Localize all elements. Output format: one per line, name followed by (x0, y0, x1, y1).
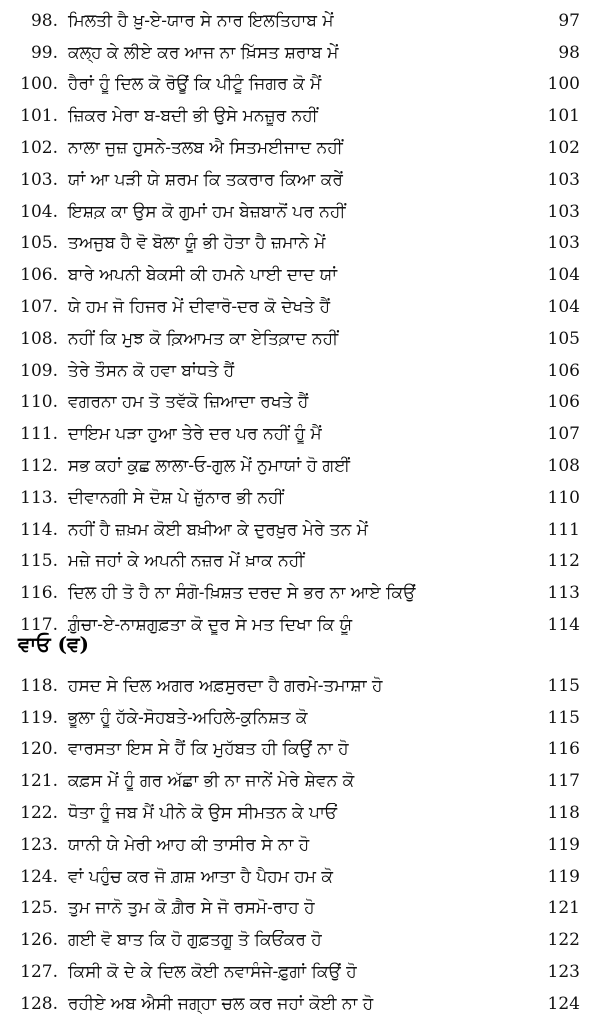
entry-number: 119. (20, 707, 58, 728)
entry-title: ਇਸ਼ਕ਼ ਕਾ ਉਸ ਕੋ ਗੁਮਾਂ ਹਮ ਬੇਜ਼ਬਾਨੋਂ ਪਰ ਨਹੀਂ (68, 201, 346, 222)
entry-page-number: 103 (547, 233, 580, 254)
toc-entry (0, 5, 600, 37)
entry-page-number: 110 (547, 487, 580, 508)
entry-title: ਕਫ਼ਸ ਮੇਂ ਹੂੰ ਗਰ ਅੱਛਾ ਭੀ ਨਾ ਜਾਨੇਂ ਮੇਰੇ ਸ਼ੇਵਨ ਕੋ (68, 771, 355, 792)
entry-title: ਕਿਸੀ ਕੋ ਦੇ ਕੇ ਦਿਲ ਕੋਈ ਨਵਾਸੰਜੇ-ਫ਼ੁਗਾਂ ਕਿਉਂ ਹੋ (68, 962, 357, 983)
entry-title: ਨਾਲਾ ਜੁਜ਼ ਹੁਸਨੇ-ਤਲਬ ਐ ਸਿਤਮਈਜਾਦ ਨਹੀਂ (68, 138, 343, 159)
entry-page-number: 105 (547, 328, 580, 349)
toc-entry (0, 450, 600, 482)
entry-number: 109. (20, 360, 58, 381)
entry-page-number: 119 (547, 866, 580, 887)
entry-page-number: 114 (547, 615, 580, 636)
toc-entry (0, 765, 600, 797)
entry-number: 104. (20, 201, 58, 222)
entry-title: ਵਗਰਨਾ ਹਮ ਤੋ ਤਵੱਕੋ ਜ਼ਿਆਦਾ ਰਖਤੇ ਹੈਂ (68, 392, 309, 413)
entry-number: 118. (20, 675, 58, 696)
entry-number: 116. (20, 583, 58, 604)
entry-page-number: 104 (547, 265, 580, 286)
entry-title: ਵਾਰਸਤਾ ਇਸ ਸੇ ਹੈਂ ਕਿ ਮੁਹੱਬਤ ਹੀ ਕਿਉਂ ਨਾ ਹੋ (68, 739, 349, 760)
entry-number: 112. (20, 456, 58, 477)
entry-number: 101. (20, 106, 58, 127)
entry-page-number: 111 (547, 519, 580, 540)
entry-title: ਦਿਲ ਹੀ ਤੋ ਹੈ ਨਾ ਸੰਗੋ-ਖ਼ਿਸ਼ਤ ਦਰਦ ਸੇ ਭਰ ਨਾ ਆਏ ਕਿਉਂ (68, 583, 416, 604)
entry-number: 98. (30, 10, 58, 31)
toc-entry (0, 37, 600, 69)
toc-entry (0, 609, 600, 641)
toc-entry (0, 164, 600, 196)
toc-entry (0, 893, 600, 925)
toc-entry (0, 196, 600, 228)
entry-title: ਵਾਂ ਪਹੁੰਚ ਕਰ ਜੋ ਗ਼ਸ਼ ਆਤਾ ਹੈ ਪੈਹਮ ਹਮ ਕੋ (68, 866, 333, 887)
entry-number: 114. (20, 519, 58, 540)
toc-entry (0, 924, 600, 956)
entry-number: 105. (20, 233, 58, 254)
entry-title: ਤਅਜੁਬ ਹੈ ਵੋ ਬੋਲਾ ਯੂੰ ਭੀ ਹੋਤਾ ਹੈ ਜ਼ਮਾਨੇ ਮੇਂ (68, 233, 326, 254)
toc-entry (0, 418, 600, 450)
entry-title: ਦਾਇਮ ਪੜਾ ਹੁਆ ਤੇਰੇ ਦਰ ਪਰ ਨਹੀਂ ਹੂੰ ਮੈਂ (68, 424, 322, 445)
entry-page-number: 117 (547, 771, 580, 792)
entry-title: ਗ਼ੁੰਚਾ-ਏ-ਨਾਸ਼ਗੁਫ਼ਤਾ ਕੋ ਦੂਰ ਸੇ ਮਤ ਦਿਖਾ ਕਿ ਯੂੰ (68, 615, 353, 636)
entry-title: ਜ਼ਿਕਰ ਮੇਰਾ ਬ-ਬਦੀ ਭੀ ਉਸੇ ਮਨਜ਼ੂਰ ਨਹੀਂ (68, 106, 318, 127)
entry-page-number: 107 (547, 424, 580, 445)
toc-entry (0, 546, 600, 578)
toc-entry (0, 482, 600, 514)
entry-title: ਧੋਤਾ ਹੂੰ ਜਬ ਮੈਂ ਪੀਨੇ ਕੋ ਉਸ ਸੀਮਤਨ ਕੇ ਪਾਓਂ (68, 803, 338, 824)
entry-page-number: 124 (547, 993, 580, 1014)
toc-entry (0, 670, 600, 702)
entry-title: ਭੂਲਾ ਹੂੰ ਹੱਕੇ-ਸੋਹਬਤੇ-ਅਹਿਲੇ-ਕੁਨਿਸ਼ਤ ਕੋ (68, 707, 308, 728)
entry-title: ਗਈ ਵੋ ਬਾਤ ਕਿ ਹੋ ਗੁਫ਼ਤਗੂ ਤੋ ਕਿਓਂਕਰ ਹੋ (68, 930, 322, 951)
entry-page-number: 118 (547, 803, 580, 824)
entry-page-number: 115 (547, 707, 580, 728)
entry-page-number: 112 (547, 551, 580, 572)
toc-entry (0, 291, 600, 323)
entry-number: 127. (20, 962, 58, 983)
toc-list-after (0, 670, 600, 1020)
entry-number: 117. (20, 615, 58, 636)
entry-title: ਨਹੀਂ ਹੈ ਜ਼ਖ਼ਮ ਕੋਈ ਬਖ਼ੀਆ ਕੇ ਦੁਰਖ਼ੁਰ ਮੇਰੇ ਤਨ ਮੇਂ (68, 519, 368, 540)
entry-number: 99. (30, 42, 58, 63)
entry-number: 128. (20, 993, 58, 1014)
entry-title: ਦੀਵਾਨਗੀ ਸੇ ਦੋਸ਼ ਪੇ ਜ਼ੁੱਨਾਰ ਭੀ ਨਹੀਂ (68, 487, 284, 508)
entry-title: ਹਸਦ ਸੇ ਦਿਲ ਅਗਰ ਅਫ਼ਸੁਰਦਾ ਹੈ ਗਰਮੇ-ਤਮਾਸ਼ਾ ਹੋ (68, 675, 383, 696)
entry-title: ਯਾਂ ਆ ਪੜੀ ਯੇ ਸ਼ਰਮ ਕਿ ਤਕਰਾਰ ਕਿਆ ਕਰੇਂ (68, 169, 343, 190)
entry-page-number: 121 (547, 898, 580, 919)
toc-list-before (0, 5, 600, 641)
entry-page-number: 100 (547, 74, 580, 95)
entry-number: 122. (20, 803, 58, 824)
entry-page-number: 102 (547, 138, 580, 159)
entry-title: ਕਲ੍ਹ ਕੇ ਲੀਏ ਕਰ ਆਜ ਨਾ ਖ਼ਿੱਸਤ ਸ਼ਰਾਬ ਮੇਂ (68, 42, 339, 63)
entry-page-number: 101 (547, 106, 580, 127)
entry-page-number: 103 (547, 201, 580, 222)
entry-number: 113. (20, 487, 58, 508)
entry-page-number: 113 (547, 583, 580, 604)
entry-number: 120. (20, 739, 58, 760)
entry-page-number: 106 (547, 392, 580, 413)
entry-number: 110. (20, 392, 58, 413)
entry-title: ਤੇਰੇ ਤੌਸਨ ਕੋ ਹਵਾ ਬਾਂਧਤੇ ਹੈਂ (68, 360, 235, 381)
toc-entry (0, 734, 600, 766)
entry-title: ਮਜ਼ੇ ਜਹਾਂ ਕੇ ਅਪਨੀ ਨਜ਼ਰ ਮੇਂ ਖ਼ਾਕ ਨਹੀਂ (68, 551, 305, 572)
entry-page-number: 103 (547, 169, 580, 190)
entry-page-number: 104 (547, 297, 580, 318)
entry-number: 123. (20, 834, 58, 855)
entry-number: 121. (20, 771, 58, 792)
toc-entry (0, 228, 600, 260)
toc-entry (0, 956, 600, 988)
toc-entry (0, 132, 600, 164)
entry-number: 100. (20, 74, 58, 95)
toc-entry (0, 259, 600, 291)
entry-number: 115. (20, 551, 58, 572)
entry-number: 103. (20, 169, 58, 190)
entry-title: ਮਿਲਤੀ ਹੈ ਖ਼ੁ-ਏ-ਯਾਰ ਸੇ ਨਾਰ ਇਲਤਿਹਾਬ ਮੇਂ (68, 10, 334, 31)
entry-page-number: 106 (547, 360, 580, 381)
entry-title: ਯੇ ਹਮ ਜੋ ਹਿਜਰ ਮੇਂ ਦੀਵਾਰੋ-ਦਰ ਕੋ ਦੇਖਤੇ ਹੈਂ (68, 297, 331, 318)
entry-page-number: 119 (547, 834, 580, 855)
entry-number: 124. (20, 866, 58, 887)
entry-title: ਹੈਰਾਂ ਹੂੰ ਦਿਲ ਕੋ ਰੋਊਂ ਕਿ ਪੀਟੂੰ ਜਿਗਰ ਕੋ ਮੈਂ (68, 74, 322, 95)
entry-page-number: 97 (558, 10, 580, 31)
entry-page-number: 108 (547, 456, 580, 477)
entry-page-number: 122 (547, 930, 580, 951)
toc-entry (0, 69, 600, 101)
entry-title: ਰਹੀਏ ਅਬ ਐਸੀ ਜਗ੍ਹਾ ਚਲ ਕਰ ਜਹਾਂ ਕੋਈ ਨਾ ਹੋ (68, 993, 374, 1014)
toc-entry (0, 702, 600, 734)
toc-entry (0, 861, 600, 893)
toc-entry (0, 387, 600, 419)
entry-number: 107. (20, 297, 58, 318)
entry-number: 102. (20, 138, 58, 159)
toc-entry (0, 577, 600, 609)
entry-number: 106. (20, 265, 58, 286)
toc-entry (0, 323, 600, 355)
entry-page-number: 116 (547, 739, 580, 760)
entry-number: 108. (20, 328, 58, 349)
entry-title: ਬਾਰੇ ਅਪਨੀ ਬੇਕਸੀ ਕੀ ਹਮਨੇ ਪਾਈ ਦਾਦ ਯਾਂ (68, 265, 338, 286)
entry-page-number: 123 (547, 962, 580, 983)
entry-title: ਸਭ ਕਹਾਂ ਕੁਛ ਲਾਲਾ-ਓ-ਗੁਲ ਮੇਂ ਨੁਮਾਯਾਂ ਹੋ ਗਈਂ (68, 456, 351, 477)
entry-number: 126. (20, 930, 58, 951)
entry-title: ਨਹੀਂ ਕਿ ਮੁਝ ਕੋ ਕ਼ਿਆਮਤ ਕਾ ਏਤਿਕ਼ਾਦ ਨਹੀਂ (68, 328, 339, 349)
entry-number: 125. (20, 898, 58, 919)
entry-page-number: 98 (558, 42, 580, 63)
toc-entry (0, 355, 600, 387)
toc-entry (0, 829, 600, 861)
entry-title: ਯਾਨੀ ਯੇ ਮੇਰੀ ਆਹ ਕੀ ਤਾਸੀਰ ਸੇ ਨਾ ਹੋ (68, 834, 310, 855)
toc-entry (0, 100, 600, 132)
toc-entry (0, 514, 600, 546)
toc-entry (0, 988, 600, 1020)
toc-entry (0, 797, 600, 829)
entry-number: 111. (20, 424, 58, 445)
section-heading: ਵਾਓ (ਵ) (18, 632, 89, 656)
entry-title: ਤੁਮ ਜਾਨੋ ਤੁਮ ਕੋ ਗ਼ੈਰ ਸੇ ਜੋ ਰਸਮੋ-ਰਾਹ ਹੋ (68, 898, 315, 919)
entry-page-number: 115 (547, 675, 580, 696)
